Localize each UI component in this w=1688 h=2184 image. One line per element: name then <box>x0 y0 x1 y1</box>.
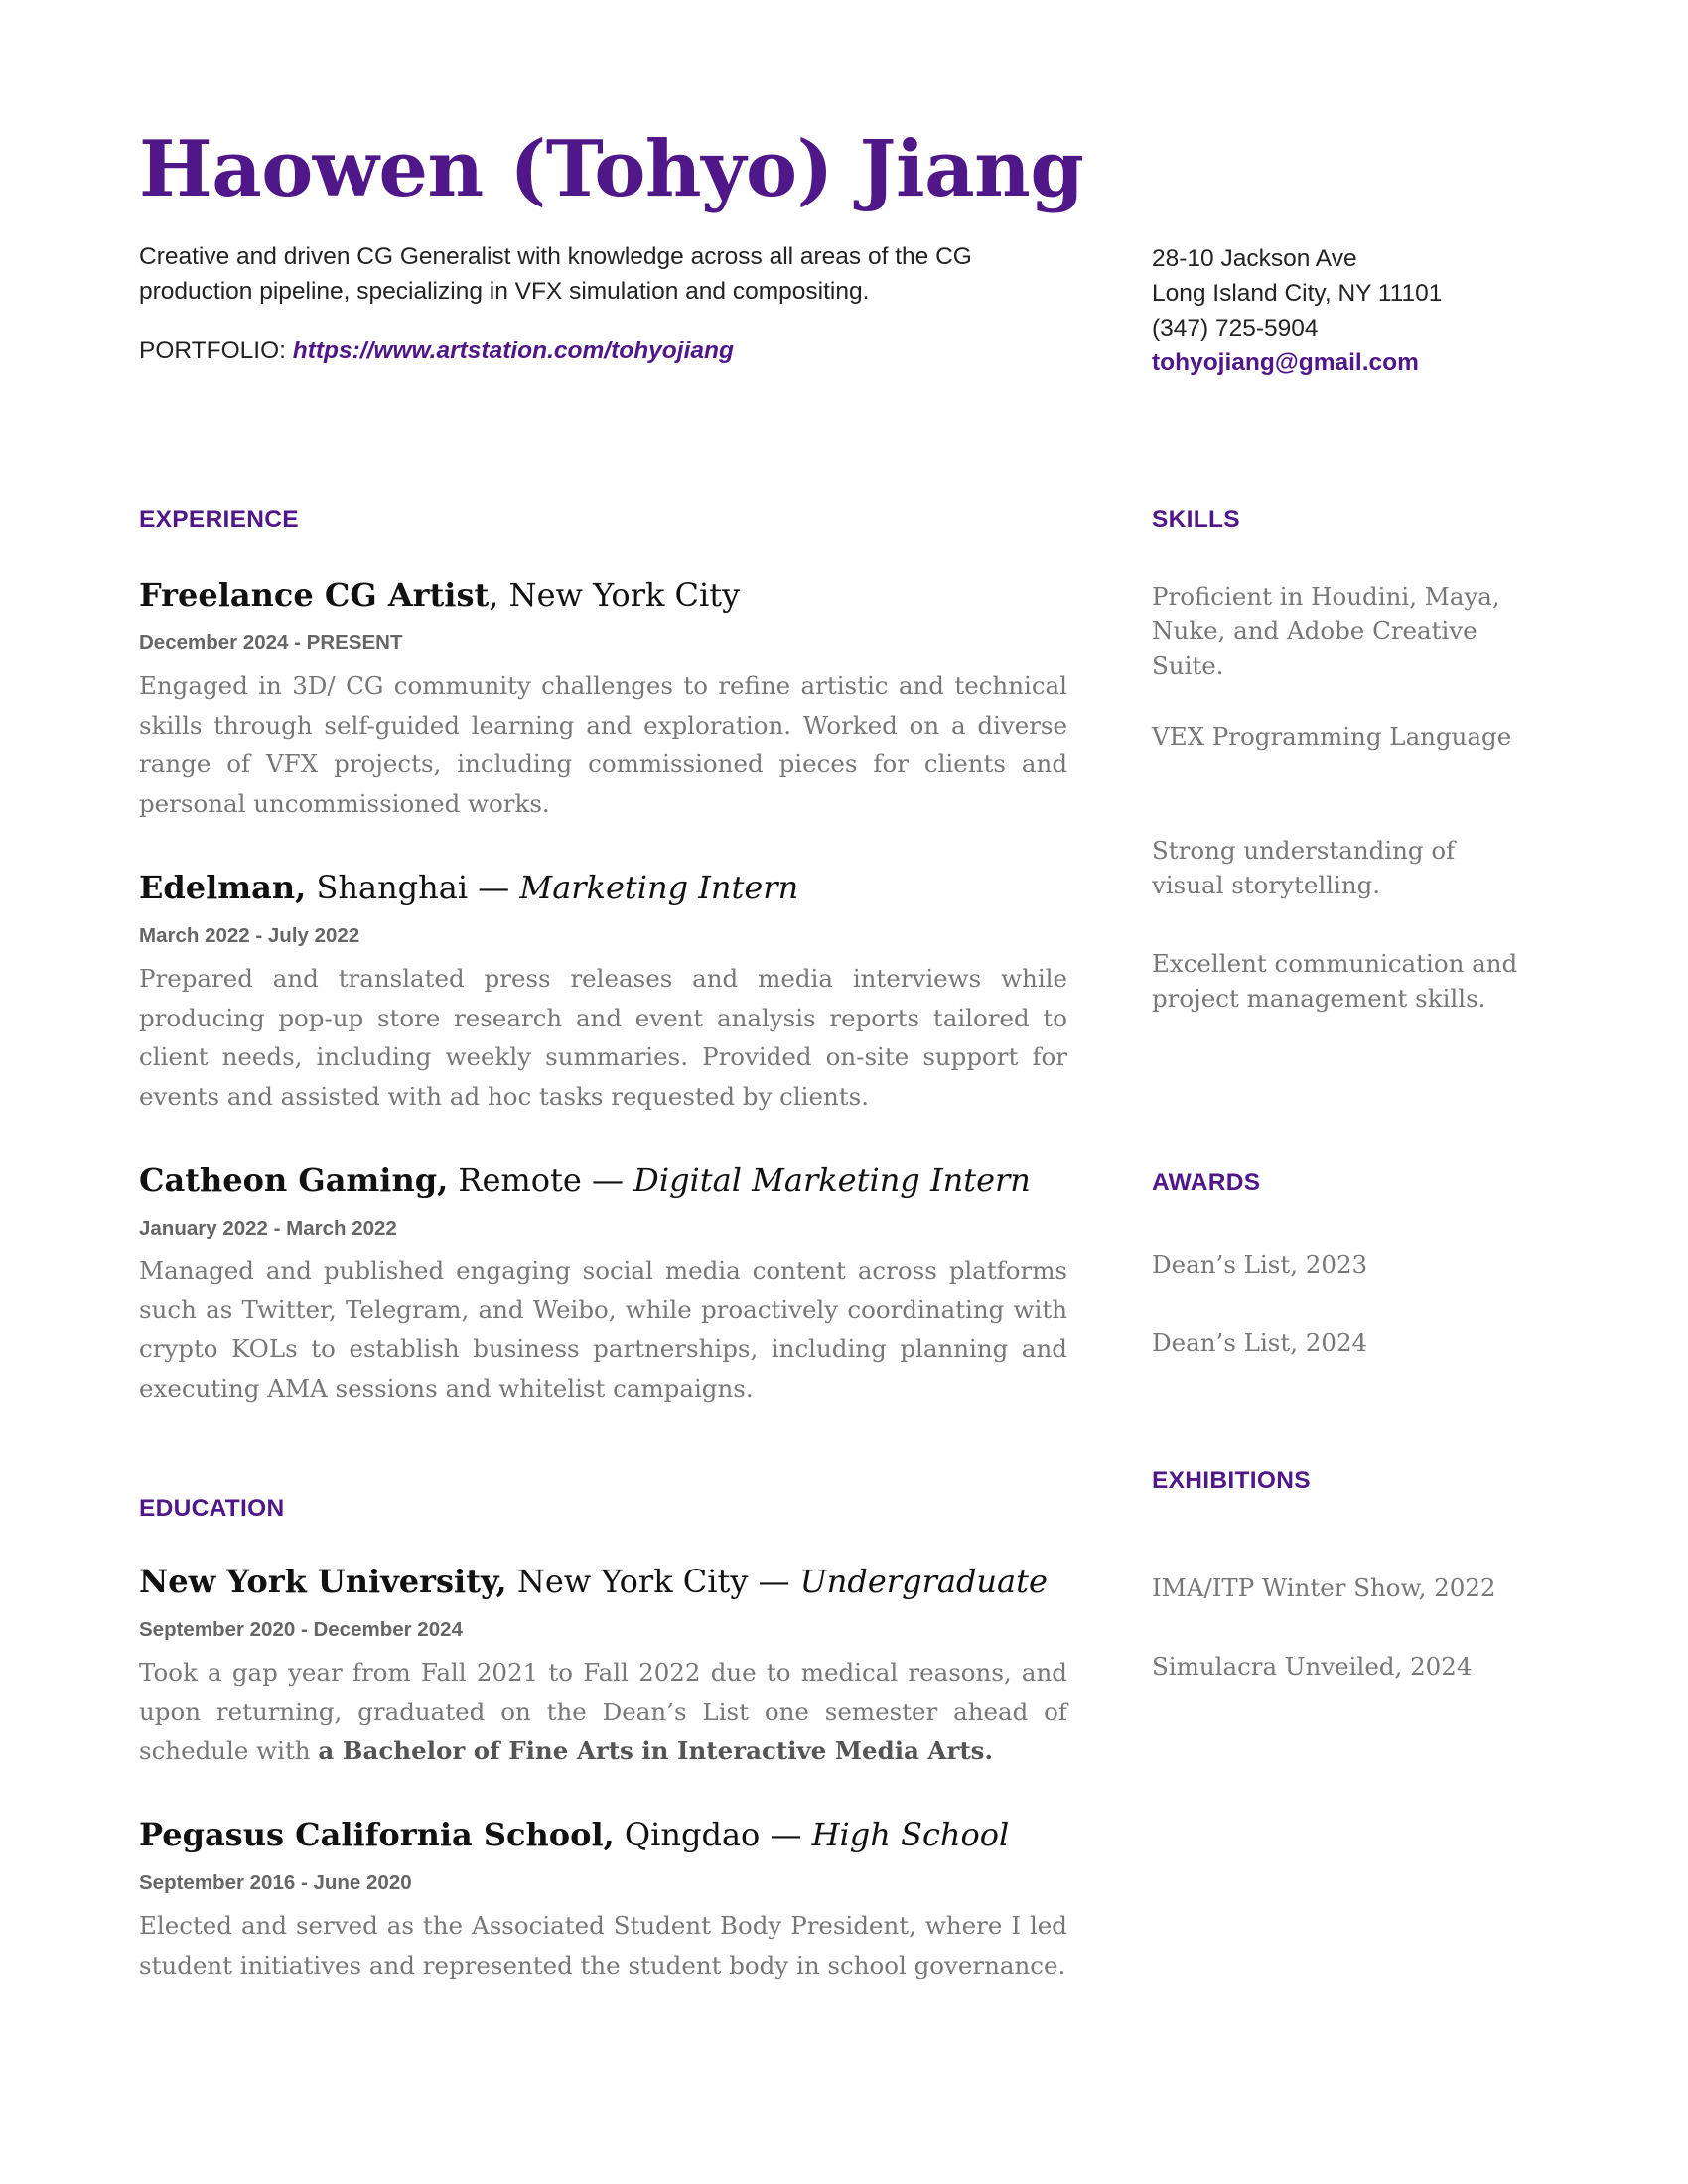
job-location: , New York City <box>489 576 741 614</box>
portfolio-line <box>139 338 734 365</box>
school-location: Qingdao — <box>614 1816 812 1853</box>
address-line-2: Long Island City, NY 11101 <box>1152 280 1443 307</box>
job-org: Freelance CG Artist <box>139 576 490 614</box>
skill-item: Excellent communication and project management skills. <box>1152 949 1518 1013</box>
email-link[interactable]: tohyojiang@gmail.com <box>1152 349 1419 376</box>
job-description: Managed and published engaging social media content across platforms such as Twitter, Telegram, and Weibo, while proactively coordinating with crypto KOLs to establish business partnerships, including planning and executing AMA sessions and whitelist campaigns. <box>139 1256 1067 1403</box>
tagline: Creative and driven CG Generalist with knowledge across all areas of the CG production pipeline, specializing in VFX simulation and compositing. <box>139 243 972 305</box>
experience-heading: EXPERIENCE <box>139 506 299 533</box>
contact-block <box>1152 241 1442 380</box>
skill-item: VEX Programming Language <box>1152 722 1512 751</box>
school-description: Elected and served as the Associated Student Body President, where I led student initiatives and represented the student body in school governance. <box>139 1911 1067 1979</box>
phone-number: (347) 725-5904 <box>1152 315 1319 341</box>
job-description: Engaged in 3D/ CG community challenges to refine artistic and technical skills through self-guided learning and exploration. Worked on a diverse range of VFX projects, including commissioned pieces for clients and personal uncommissioned works. <box>139 671 1067 818</box>
job-title <box>139 1161 1031 1199</box>
job-dates: March 2022 - July 2022 <box>139 924 360 947</box>
school-description-text: Took a gap year from Fall 2021 to Fall 2022 due to medical reasons, and upon returning, graduated on the Dean’s List one semester ahead of schedule with <box>139 1658 1067 1765</box>
school-dates: September 2016 - June 2020 <box>139 1871 412 1894</box>
awards-heading: AWARDS <box>1152 1169 1261 1196</box>
job-dates: January 2022 - March 2022 <box>139 1217 397 1240</box>
school-degree: a Bachelor of Fine Arts in Interactive Media Arts. <box>318 1736 993 1765</box>
school-description <box>139 1653 1067 1771</box>
exhibition-item: Simulacra Unveiled, 2024 <box>1152 1652 1473 1681</box>
portfolio-link[interactable]: https://www.artstation.com/tohyojiang <box>292 338 734 364</box>
award-item: Dean’s List, 2024 <box>1152 1328 1368 1357</box>
school-title <box>139 1816 1009 1853</box>
school-org: New York University, <box>139 1563 507 1600</box>
job-dates: December 2024 - PRESENT <box>139 631 403 654</box>
job-title <box>139 576 740 614</box>
skill-item: Strong understanding of visual storytelling. <box>1152 836 1456 899</box>
job-org: Edelman, <box>139 869 307 906</box>
skills-heading: SKILLS <box>1152 506 1240 533</box>
education-heading: EDUCATION <box>139 1495 285 1522</box>
job-role: Marketing Intern <box>519 869 799 906</box>
job-location: Shanghai — <box>306 869 520 906</box>
exhibition-item: IMA/ITP Winter Show, 2022 <box>1152 1573 1496 1602</box>
award-item: Dean’s List, 2023 <box>1152 1250 1368 1279</box>
school-level: Undergraduate <box>799 1563 1048 1600</box>
school-org: Pegasus California School, <box>139 1816 615 1853</box>
portfolio-label: PORTFOLIO: <box>139 338 293 364</box>
job-location: Remote — <box>448 1161 634 1199</box>
school-location: New York City — <box>506 1563 800 1600</box>
exhibitions-heading: EXHIBITIONS <box>1152 1467 1311 1494</box>
job-org: Catheon Gaming, <box>139 1161 449 1199</box>
school-title <box>139 1563 1048 1600</box>
job-title <box>139 869 798 906</box>
address-line-1: 28-10 Jackson Ave <box>1152 245 1357 272</box>
candidate-name: Haowen (Tohyo) Jiang <box>139 124 1084 214</box>
school-level: High School <box>811 1816 1010 1853</box>
job-description: Prepared and translated press releases and media interviews while producing pop-up store research and event analysis reports tailored to client needs, including weekly summaries. Provided on-site support for events and assisted with ad hoc tasks requested by clients. <box>139 964 1067 1111</box>
job-role: Digital Marketing Intern <box>633 1161 1031 1199</box>
school-dates: September 2020 - December 2024 <box>139 1618 463 1641</box>
skill-item: Proficient in Houdini, Maya, Nuke, and Adobe Creative Suite. <box>1152 582 1500 680</box>
